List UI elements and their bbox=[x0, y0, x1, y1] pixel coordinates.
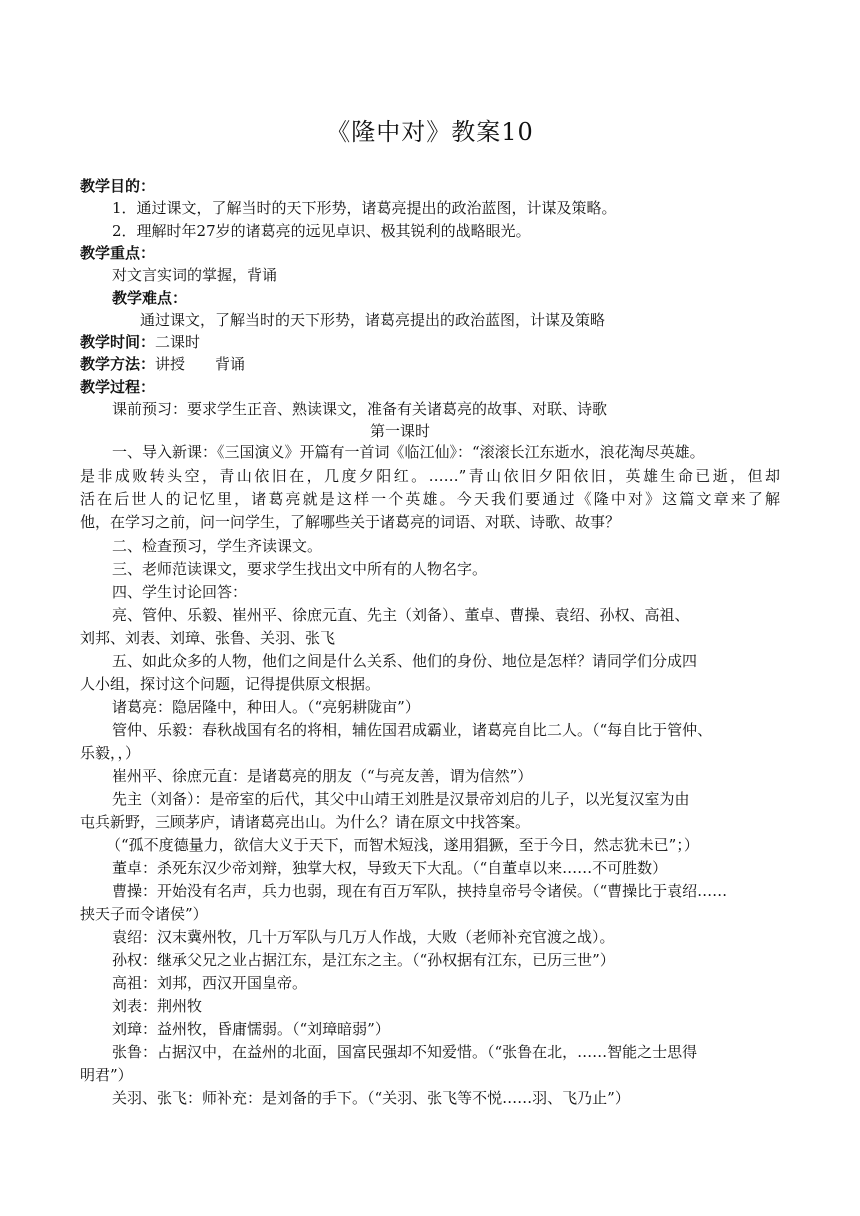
line-text: 先主（刘备）：是帝室的后代，其父中山靖王刘胜是汉景帝刘启的儿子，以光复汉室为由 bbox=[112, 790, 690, 808]
line-text: 乐毅，，） bbox=[80, 744, 141, 762]
text-line bbox=[80, 742, 140, 764]
text-line bbox=[80, 242, 155, 264]
text-line bbox=[112, 197, 617, 219]
text-line bbox=[112, 719, 712, 741]
line-text: 四、学生讨论回答： bbox=[112, 583, 248, 601]
line-text: 一、导入新课：《三国演义》开篇有一首词《临江仙》：“滚滚长江东逝水，浪花淘尽英雄。 bbox=[112, 443, 705, 461]
text-line bbox=[112, 926, 615, 948]
line-text: 孙权：继承父兄之业占据江东，是江东之主。（“孙权据有江东，已历三世”） bbox=[112, 951, 615, 969]
text-line bbox=[80, 353, 245, 375]
line-text: 袁绍：汉末冀州牧，几十万军队与几万人作战，大败（老师补充官渡之战）。 bbox=[112, 928, 615, 946]
line-text: 刘邦、刘表、刘璋、张鲁、关羽、张飞 bbox=[80, 629, 336, 647]
line-text: 刘璋：益州牧，昏庸懦弱。（“刘璋暗弱”） bbox=[112, 1020, 390, 1038]
line-text: 对文言实词的掌握，背诵 bbox=[112, 266, 278, 284]
line-text: 2．理解时年27岁的诸葛亮的远见卓识、极其锐利的战略眼光。 bbox=[112, 222, 531, 240]
text-line bbox=[112, 995, 202, 1017]
text-line bbox=[80, 903, 208, 925]
line-text: 高祖：刘邦，西汉开国皇帝。 bbox=[112, 974, 308, 992]
text-line bbox=[112, 788, 690, 810]
text-line bbox=[112, 1087, 630, 1109]
line-text: 明君”） bbox=[80, 1066, 133, 1084]
line-text: 董卓：杀死东汉少帝刘辩，独掌大权，导致天下大乱。（“自董卓以来……不可胜数） bbox=[112, 859, 668, 877]
text-line bbox=[80, 175, 155, 197]
section-label: 教学方法： bbox=[80, 355, 156, 373]
text-line bbox=[112, 857, 667, 879]
text-line bbox=[112, 696, 420, 718]
line-text: 挟天子而令诸侯”） bbox=[80, 905, 208, 923]
section-label: 教学目的： bbox=[80, 177, 156, 195]
line-text: 诸葛亮：隐居隆中，种田人。（“亮躬耕陇亩”） bbox=[112, 698, 420, 716]
text-line bbox=[80, 465, 780, 487]
line-text: 讲授 背诵 bbox=[155, 355, 246, 373]
line-text: 崔州平、徐庶元直：是诸葛亮的朋友（“与亮友善，谓为信然”） bbox=[112, 767, 533, 785]
text-line bbox=[80, 627, 335, 649]
text-line bbox=[80, 673, 380, 695]
text-line bbox=[80, 811, 530, 833]
text-line bbox=[80, 331, 200, 353]
section-label: 教学难点： bbox=[112, 289, 188, 307]
line-text: 第一课时 bbox=[370, 422, 431, 440]
section-label: 教学重点： bbox=[80, 244, 156, 262]
text-line bbox=[80, 511, 620, 533]
line-text: 五、如此众多的人物，他们之间是什么关系、他们的身份、地位是怎样？请同学们分成四 bbox=[112, 652, 698, 670]
text-line bbox=[112, 1018, 390, 1040]
line-text: 关羽、张飞：师补充：是刘备的手下。（“关羽、张飞等不悦……羽、飞乃止”） bbox=[112, 1089, 630, 1107]
text-line bbox=[112, 972, 307, 994]
text-line bbox=[370, 420, 430, 442]
text-line bbox=[112, 535, 322, 557]
text-line bbox=[112, 604, 690, 626]
line-text: 活在后世人的记忆里，诸葛亮就是这样一个英雄。今天我们要通过《隆中对》这篇文章来了解 bbox=[80, 490, 780, 508]
text-line bbox=[112, 441, 705, 463]
line-text: 是非成败转头空，青山依旧在，几度夕阳红。……”青山依旧夕阳依旧，英雄生命已逝，但却 bbox=[80, 467, 780, 485]
line-text: 曹操：开始没有名声，兵力也弱，现在有百万军队，挟持皇帝号令诸侯。（“曹操比于袁绍…… bbox=[112, 882, 728, 900]
text-line bbox=[112, 220, 531, 242]
line-text: （“孤不度德量力，欲信大义于天下，而智术短浅，遂用猖獗，至于今日，然志犹未已”；） bbox=[106, 836, 699, 854]
line-text: 课前预习：要求学生正音、熟读课文，准备有关诸葛亮的故事、对联、诗歌 bbox=[112, 400, 608, 418]
page-title: 《隆中对》教案10 bbox=[326, 118, 534, 146]
text-line bbox=[112, 558, 487, 580]
line-text: 人小组，探讨这个问题，记得提供原文根据。 bbox=[80, 675, 381, 693]
section-label: 教学时间： bbox=[80, 333, 156, 351]
line-text: 他，在学习之前，问一问学生，了解哪些关于诸葛亮的词语、对联、诗歌、故事？ bbox=[80, 513, 621, 531]
line-text: 通过课文，了解当时的天下形势，诸葛亮提出的政治蓝图，计谋及策略 bbox=[140, 311, 606, 329]
text-line bbox=[80, 1064, 133, 1086]
line-text: 1．通过课文，了解当时的天下形势，诸葛亮提出的政治蓝图，计谋及策略。 bbox=[112, 199, 617, 217]
line-text: 刘表：荆州牧 bbox=[112, 997, 203, 1015]
text-line bbox=[140, 309, 605, 331]
text-line bbox=[112, 650, 697, 672]
text-line bbox=[112, 949, 615, 971]
text-line bbox=[80, 376, 155, 398]
text-line bbox=[112, 1041, 697, 1063]
line-text: 三、老师范读课文，要求学生找出文中所有的人物名字。 bbox=[112, 560, 488, 578]
text-line bbox=[112, 287, 187, 309]
text-line bbox=[112, 398, 607, 420]
line-text: 管仲、乐毅：春秋战国有名的将相，辅佐国君成霸业，诸葛亮自比二人。（“每自比于管仲、 bbox=[112, 721, 713, 739]
text-line bbox=[112, 765, 532, 787]
line-text: 二课时 bbox=[155, 333, 201, 351]
text-line bbox=[106, 834, 699, 856]
line-text: 张鲁：占据汉中，在益州的北面，国富民强却不知爱惜。（“张鲁在北，……智能之士思得 bbox=[112, 1043, 698, 1061]
line-text: 亮、管仲、乐毅、崔州平、徐庶元直、先主（刘备）、董卓、曹操、袁绍、孙权、高祖、 bbox=[112, 606, 690, 624]
text-line bbox=[112, 880, 727, 902]
text-line bbox=[80, 488, 780, 510]
line-text: 二、检查预习，学生齐读课文。 bbox=[112, 537, 323, 555]
section-label: 教学过程： bbox=[80, 378, 156, 396]
text-line bbox=[112, 264, 277, 286]
line-text: 屯兵新野，三顾茅庐，请诸葛亮出山。为什么？请在原文中找答案。 bbox=[80, 813, 531, 831]
text-line bbox=[112, 581, 247, 603]
